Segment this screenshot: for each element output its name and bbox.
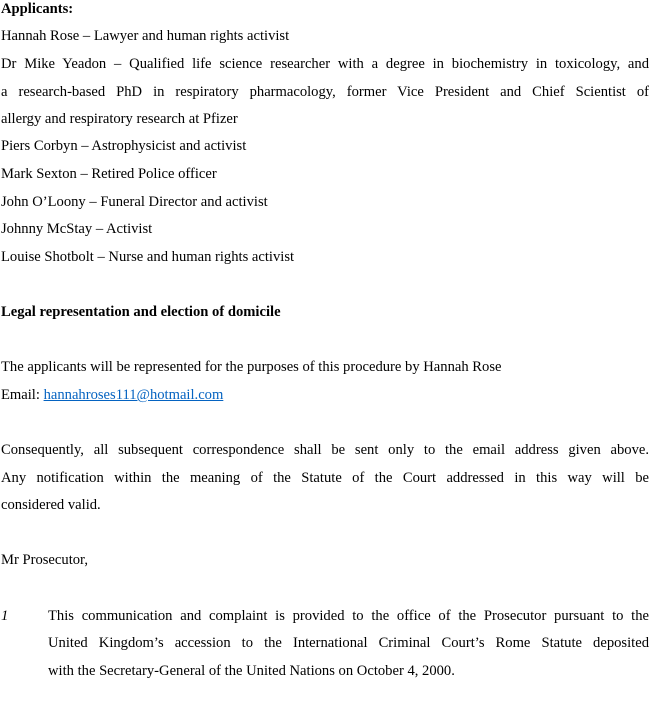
applicant-johnny-mcstay: Johnny McStay – Activist	[1, 221, 153, 237]
consequently-line1: Consequently, all subsequent correspondence shall be sent only to the email address given above.	[1, 442, 649, 458]
applicant-piers-corbyn: Piers Corbyn – Astrophysicist and activist	[1, 138, 247, 154]
applicant-mike-yeadon-line1: Dr Mike Yeadon – Qualified life science researcher with a degree in biochemistry in toxicology, and	[1, 56, 649, 72]
applicants-heading: Applicants:	[1, 1, 74, 17]
paragraph1-line3: with the Secretary-General of the United Nations on October 4, 2000.	[48, 663, 455, 679]
legal-representation-heading: Legal representation and election of domicile	[1, 304, 281, 320]
applicant-mark-sexton: Mark Sexton – Retired Police officer	[1, 166, 217, 182]
salutation: Mr Prosecutor,	[1, 552, 88, 568]
consequently-line2: Any notification within the meaning of the Statute of the Court addressed in this way will be	[1, 470, 649, 486]
applicant-mike-yeadon-line3: allergy and respiratory research at Pfizer	[1, 111, 238, 127]
email-link[interactable]: hannahroses111@hotmail.com	[43, 387, 224, 403]
representation-text: The applicants will be represented for the purposes of this procedure by Hannah Rose	[1, 359, 502, 375]
paragraph-number: 1	[1, 608, 9, 624]
applicant-louise-shotbolt: Louise Shotbolt – Nurse and human rights activist	[1, 249, 295, 265]
paragraph1-line1: This communication and complaint is provided to the office of the Prosecutor pursuant to the	[48, 608, 649, 624]
applicant-john-oloony: John O’Loony – Funeral Director and activist	[1, 194, 268, 210]
consequently-line3: considered valid.	[1, 497, 101, 513]
applicant-hannah-rose: Hannah Rose – Lawyer and human rights activist	[1, 28, 290, 44]
email-label: Email:	[1, 387, 40, 403]
applicant-mike-yeadon-line2: a research-based PhD in respiratory pharmacology, former Vice President and Chief Scientist of	[1, 84, 649, 100]
email-line	[1, 386, 649, 404]
paragraph1-line2: United Kingdom’s accession to the International Criminal Court’s Rome Statute deposited	[48, 635, 649, 651]
